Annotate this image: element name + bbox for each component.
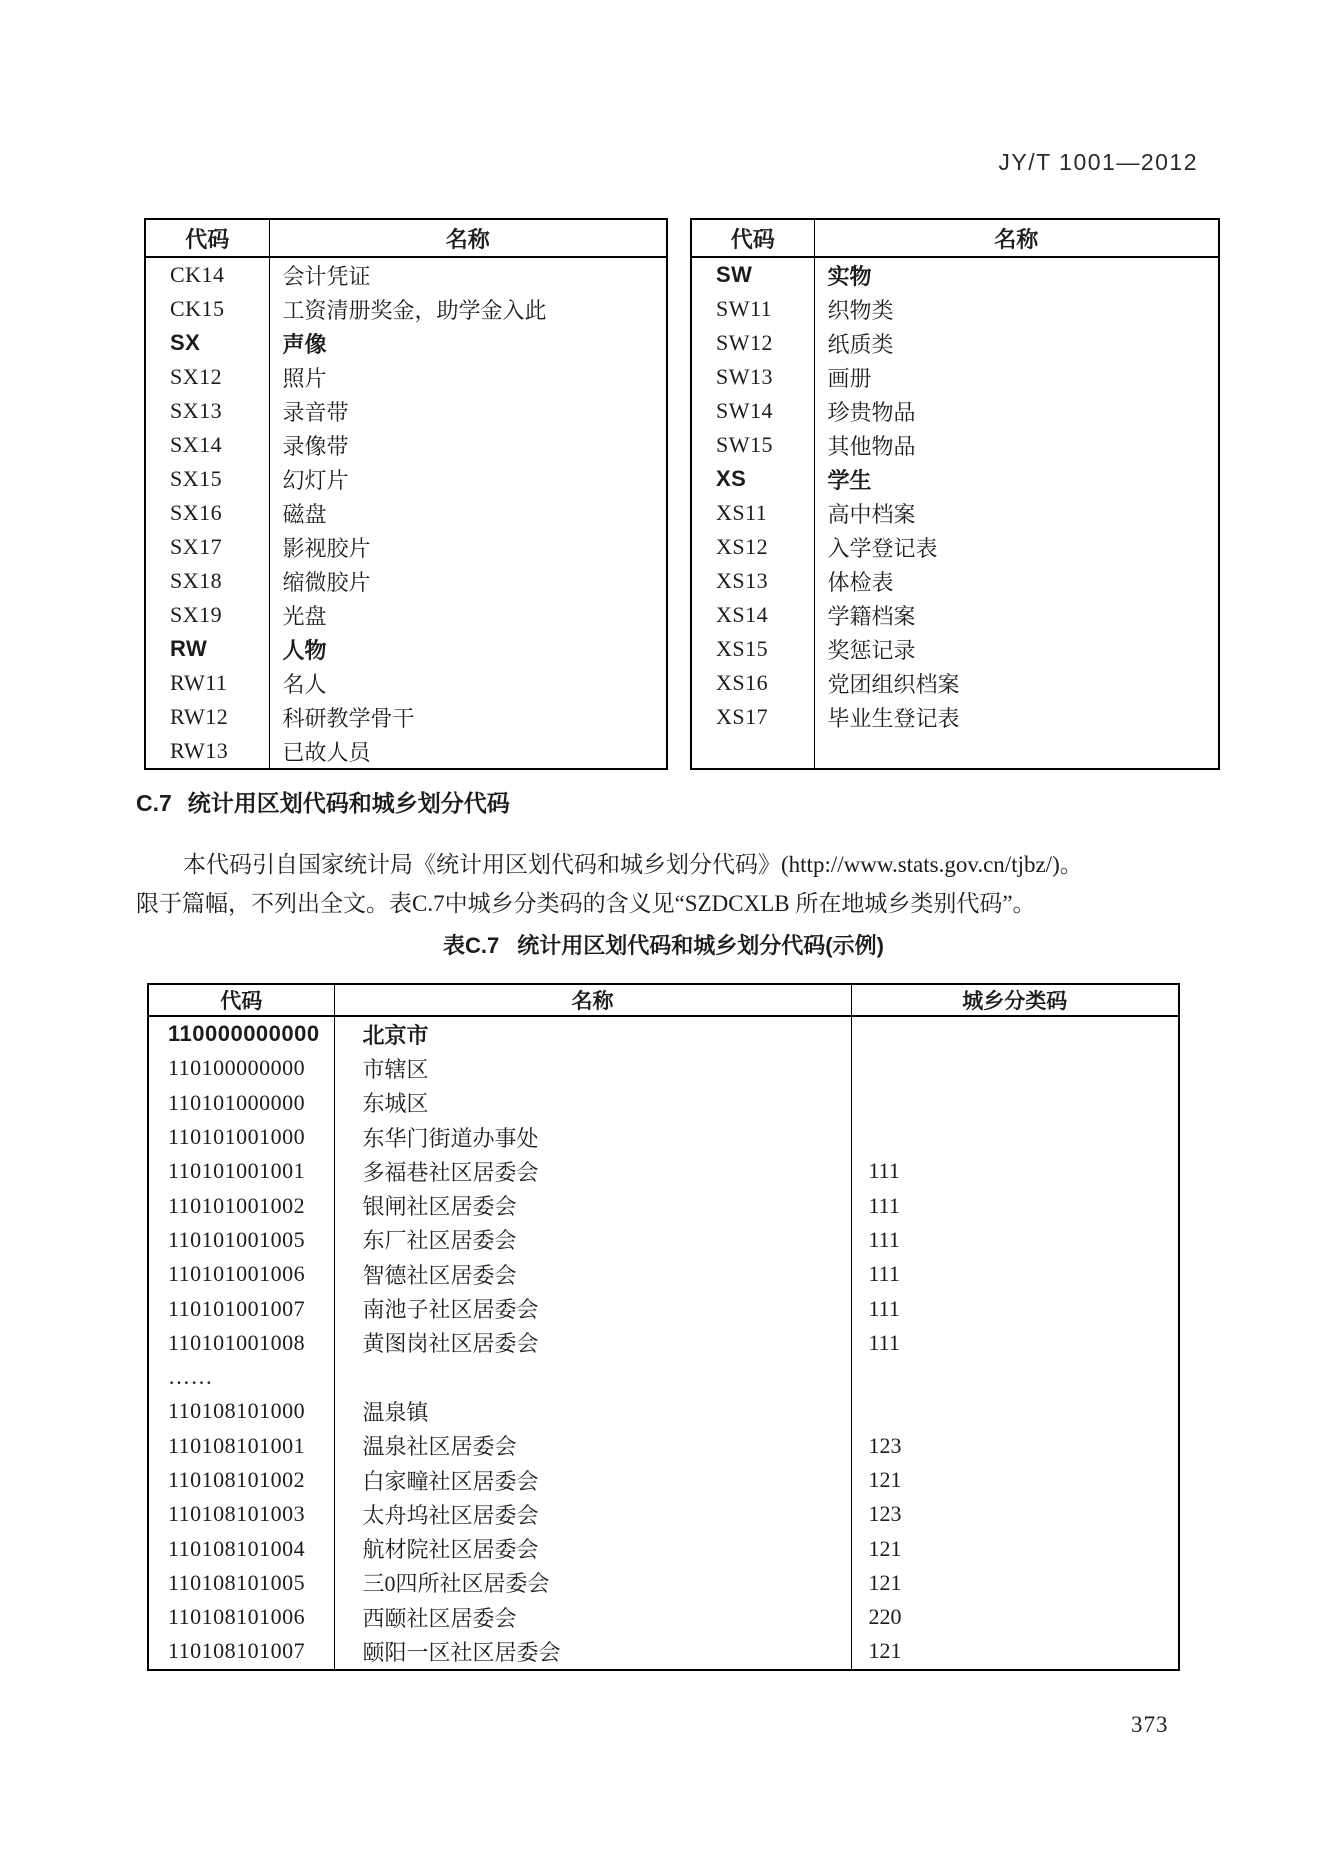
table-row <box>148 1360 1179 1394</box>
cell-code: SX15 <box>170 466 223 491</box>
table-row <box>145 734 667 769</box>
column-header-class-code: 城乡分类码 <box>851 984 1179 1016</box>
section-heading <box>136 789 510 817</box>
cell-class_code: 111 <box>851 1223 1179 1257</box>
cell-name: 光盘 <box>269 598 667 632</box>
empty-cell <box>814 734 1219 769</box>
cell-class_code <box>851 1051 1179 1085</box>
table-row <box>691 598 1219 632</box>
cell-name: 三0四所社区居委会 <box>334 1566 851 1600</box>
empty-cell <box>691 734 814 769</box>
cell-name: 已故人员 <box>269 734 667 769</box>
cell-name: 名人 <box>269 666 667 700</box>
cell-name: 白家疃社区居委会 <box>334 1463 851 1497</box>
table-row <box>148 1497 1179 1531</box>
cell-code: 110108101001 <box>168 1432 306 1458</box>
table-row <box>145 632 667 666</box>
table-row <box>691 530 1219 564</box>
cell-name: 科研教学骨干 <box>269 700 667 734</box>
cell-code: 110101001006 <box>168 1261 306 1287</box>
cell-name: 太舟坞社区居委会 <box>334 1497 851 1531</box>
table-row <box>145 700 667 734</box>
table-row <box>148 1291 1179 1325</box>
table-caption <box>147 932 1180 960</box>
body-paragraph <box>136 845 1211 923</box>
filler-row <box>691 734 1219 769</box>
table-row <box>148 1188 1179 1222</box>
cell-name: 西颐社区居委会 <box>334 1600 851 1634</box>
cell-class_code: 123 <box>851 1429 1179 1463</box>
cell-code: CK14 <box>170 262 225 287</box>
table-row <box>148 1531 1179 1565</box>
cell-code: XS <box>716 466 747 491</box>
cell-name: 高中档案 <box>814 496 1219 530</box>
cell-code: 110108101002 <box>168 1467 306 1492</box>
cell-code: 110108101007 <box>168 1638 306 1664</box>
table-row <box>691 632 1219 666</box>
cell-code: 110101001007 <box>168 1295 306 1321</box>
cell-name: 画册 <box>814 360 1219 394</box>
table-row <box>148 1634 1179 1669</box>
table-row <box>148 1429 1179 1463</box>
table-row <box>148 1566 1179 1600</box>
table-row <box>148 1463 1179 1497</box>
archive-code-tables <box>144 218 1220 770</box>
table-row <box>148 1223 1179 1257</box>
cell-class_code <box>851 1360 1179 1394</box>
table-row <box>691 394 1219 428</box>
cell-name: 录音带 <box>269 394 667 428</box>
table-row <box>148 1394 1179 1428</box>
cell-code: XS12 <box>716 534 769 559</box>
cell-class_code: 121 <box>851 1566 1179 1600</box>
cell-name: 磁盘 <box>269 496 667 530</box>
cell-code: 110108101000 <box>168 1398 306 1424</box>
cell-code: 110101001000 <box>168 1124 306 1150</box>
table-row <box>148 1051 1179 1085</box>
cell-class_code: 121 <box>851 1531 1179 1565</box>
table-row <box>148 1016 1179 1051</box>
cell-class_code: 111 <box>851 1326 1179 1360</box>
archive-code-table-right <box>690 218 1220 770</box>
cell-name: 实物 <box>814 257 1219 292</box>
table-row <box>691 462 1219 496</box>
cell-name: 东厂社区居委会 <box>334 1223 851 1257</box>
cell-name: 体检表 <box>814 564 1219 598</box>
cell-name: 航材院社区居委会 <box>334 1531 851 1565</box>
doc-number: JY/T 1001—2012 <box>998 149 1198 175</box>
cell-class_code: 123 <box>851 1497 1179 1531</box>
region-code-table <box>147 983 1180 1671</box>
table-row <box>148 1086 1179 1120</box>
cell-class_code: 111 <box>851 1188 1179 1222</box>
cell-code: XS17 <box>716 704 769 729</box>
cell-class_code <box>851 1120 1179 1154</box>
table-row <box>691 428 1219 462</box>
table-row <box>148 1154 1179 1188</box>
cell-name: 学籍档案 <box>814 598 1219 632</box>
cell-code: 110108101006 <box>168 1604 306 1630</box>
table-row <box>145 257 667 292</box>
table-row <box>148 1120 1179 1154</box>
page-number: 373 <box>1131 1712 1169 1737</box>
cell-code: XS14 <box>716 602 769 627</box>
cell-class_code <box>851 1086 1179 1120</box>
cell-code: 110100000000 <box>168 1055 306 1081</box>
cell-name: 会计凭证 <box>269 257 667 292</box>
cell-name: 温泉社区居委会 <box>334 1429 851 1463</box>
cell-code: …… <box>168 1364 213 1390</box>
table-row <box>145 462 667 496</box>
table-row <box>691 564 1219 598</box>
cell-code: RW <box>170 636 208 661</box>
cell-name: 织物类 <box>814 292 1219 326</box>
column-header-code: 代码 <box>148 984 334 1016</box>
table-row <box>145 394 667 428</box>
archive-code-table-left <box>144 218 668 770</box>
cell-name: 银闸社区居委会 <box>334 1188 851 1222</box>
cell-code: RW13 <box>170 738 229 763</box>
cell-class_code <box>851 1016 1179 1051</box>
table-row <box>145 530 667 564</box>
table-caption-title: 统计用区划代码和城乡划分代码(示例) <box>517 933 884 958</box>
cell-code: SW13 <box>716 364 773 389</box>
cell-code: 110101000000 <box>168 1089 306 1115</box>
cell-code: RW12 <box>170 704 229 729</box>
cell-code: 110101001005 <box>168 1226 306 1252</box>
cell-name: 奖惩记录 <box>814 632 1219 666</box>
cell-code: SW15 <box>716 432 773 457</box>
cell-code: SX12 <box>170 364 223 389</box>
table-row <box>148 1600 1179 1634</box>
cell-name: 市辖区 <box>334 1051 851 1085</box>
cell-name: 东城区 <box>334 1086 851 1120</box>
cell-name: 缩微胶片 <box>269 564 667 598</box>
cell-name: 照片 <box>269 360 667 394</box>
column-header-name: 名称 <box>269 219 667 257</box>
cell-code: XS16 <box>716 670 769 695</box>
cell-code: 110108101004 <box>168 1535 306 1561</box>
table-row <box>148 1257 1179 1291</box>
cell-name: 党团组织档案 <box>814 666 1219 700</box>
cell-name: 纸质类 <box>814 326 1219 360</box>
cell-name: 录像带 <box>269 428 667 462</box>
cell-class_code <box>851 1394 1179 1428</box>
table-row <box>691 700 1219 734</box>
table-row <box>691 257 1219 292</box>
cell-code: SW <box>716 262 753 287</box>
cell-name: 其他物品 <box>814 428 1219 462</box>
cell-class_code: 121 <box>851 1463 1179 1497</box>
cell-code: SX13 <box>170 398 223 423</box>
paragraph-line-2: 限于篇幅，不列出全文。表C.7中城乡分类码的含义见“SZDCXLB 所在地城乡类别代码”。 <box>136 891 1036 916</box>
cell-name: 人物 <box>269 632 667 666</box>
table-row <box>145 428 667 462</box>
cell-name: 入学登记表 <box>814 530 1219 564</box>
column-header-code: 代码 <box>691 219 814 257</box>
table-row <box>691 666 1219 700</box>
table-row <box>145 564 667 598</box>
table-header-row <box>148 984 1179 1016</box>
table-row <box>691 326 1219 360</box>
cell-name: 多福巷社区居委会 <box>334 1154 851 1188</box>
table-header-row <box>145 219 667 257</box>
cell-code: XS13 <box>716 568 769 593</box>
cell-class_code: 111 <box>851 1154 1179 1188</box>
table-row <box>148 1326 1179 1360</box>
column-header-code: 代码 <box>145 219 269 257</box>
cell-code: SX16 <box>170 500 223 525</box>
cell-class_code: 220 <box>851 1600 1179 1634</box>
cell-code: SW14 <box>716 398 773 423</box>
cell-code: SX17 <box>170 534 223 559</box>
cell-name: 学生 <box>814 462 1219 496</box>
cell-code: SX14 <box>170 432 223 457</box>
cell-name <box>334 1360 851 1394</box>
cell-code: 110101001008 <box>168 1329 306 1355</box>
table-row <box>145 292 667 326</box>
cell-code: CK15 <box>170 296 225 321</box>
section-number: C.7 <box>136 790 172 816</box>
cell-code: 110108101003 <box>168 1501 306 1527</box>
column-header-name: 名称 <box>334 984 851 1016</box>
cell-name: 温泉镇 <box>334 1394 851 1428</box>
cell-name: 北京市 <box>334 1016 851 1051</box>
column-header-name: 名称 <box>814 219 1219 257</box>
table-header-row <box>691 219 1219 257</box>
cell-name: 南池子社区居委会 <box>334 1291 851 1325</box>
cell-class_code: 121 <box>851 1634 1179 1669</box>
table-row <box>145 666 667 700</box>
cell-class_code: 111 <box>851 1291 1179 1325</box>
cell-name: 幻灯片 <box>269 462 667 496</box>
cell-name: 智德社区居委会 <box>334 1257 851 1291</box>
table-row <box>691 496 1219 530</box>
cell-code: 110108101005 <box>168 1569 306 1595</box>
table-caption-number: 表C.7 <box>443 933 500 958</box>
table-row <box>145 598 667 632</box>
cell-name: 毕业生登记表 <box>814 700 1219 734</box>
table-row <box>145 326 667 360</box>
cell-name: 工资清册奖金，助学金入此 <box>269 292 667 326</box>
cell-code: SW11 <box>716 296 773 321</box>
cell-code: SX <box>170 330 201 355</box>
cell-code: SX18 <box>170 568 223 593</box>
cell-code: XS11 <box>716 500 768 525</box>
cell-name: 颐阳一区社区居委会 <box>334 1634 851 1669</box>
cell-code: 110000000000 <box>168 1021 320 1047</box>
table-row <box>145 496 667 530</box>
cell-code: 110101001002 <box>168 1192 306 1218</box>
cell-name: 黄图岗社区居委会 <box>334 1326 851 1360</box>
cell-name: 珍贵物品 <box>814 394 1219 428</box>
cell-code: SX19 <box>170 602 223 627</box>
table-row <box>691 292 1219 326</box>
cell-name: 声像 <box>269 326 667 360</box>
cell-code: 110101001001 <box>168 1158 306 1184</box>
table-row <box>145 360 667 394</box>
table-row <box>691 360 1219 394</box>
cell-code: XS15 <box>716 636 769 661</box>
paragraph-line-1: 本代码引自国家统计局《统计用区划代码和城乡划分代码》(http://www.stats.gov.cn/tjbz/)。 <box>183 852 1083 877</box>
cell-code: SW12 <box>716 330 773 355</box>
cell-name: 影视胶片 <box>269 530 667 564</box>
section-title: 统计用区划代码和城乡划分代码 <box>187 790 510 816</box>
cell-code: RW11 <box>170 670 228 695</box>
cell-class_code: 111 <box>851 1257 1179 1291</box>
cell-name: 东华门街道办事处 <box>334 1120 851 1154</box>
